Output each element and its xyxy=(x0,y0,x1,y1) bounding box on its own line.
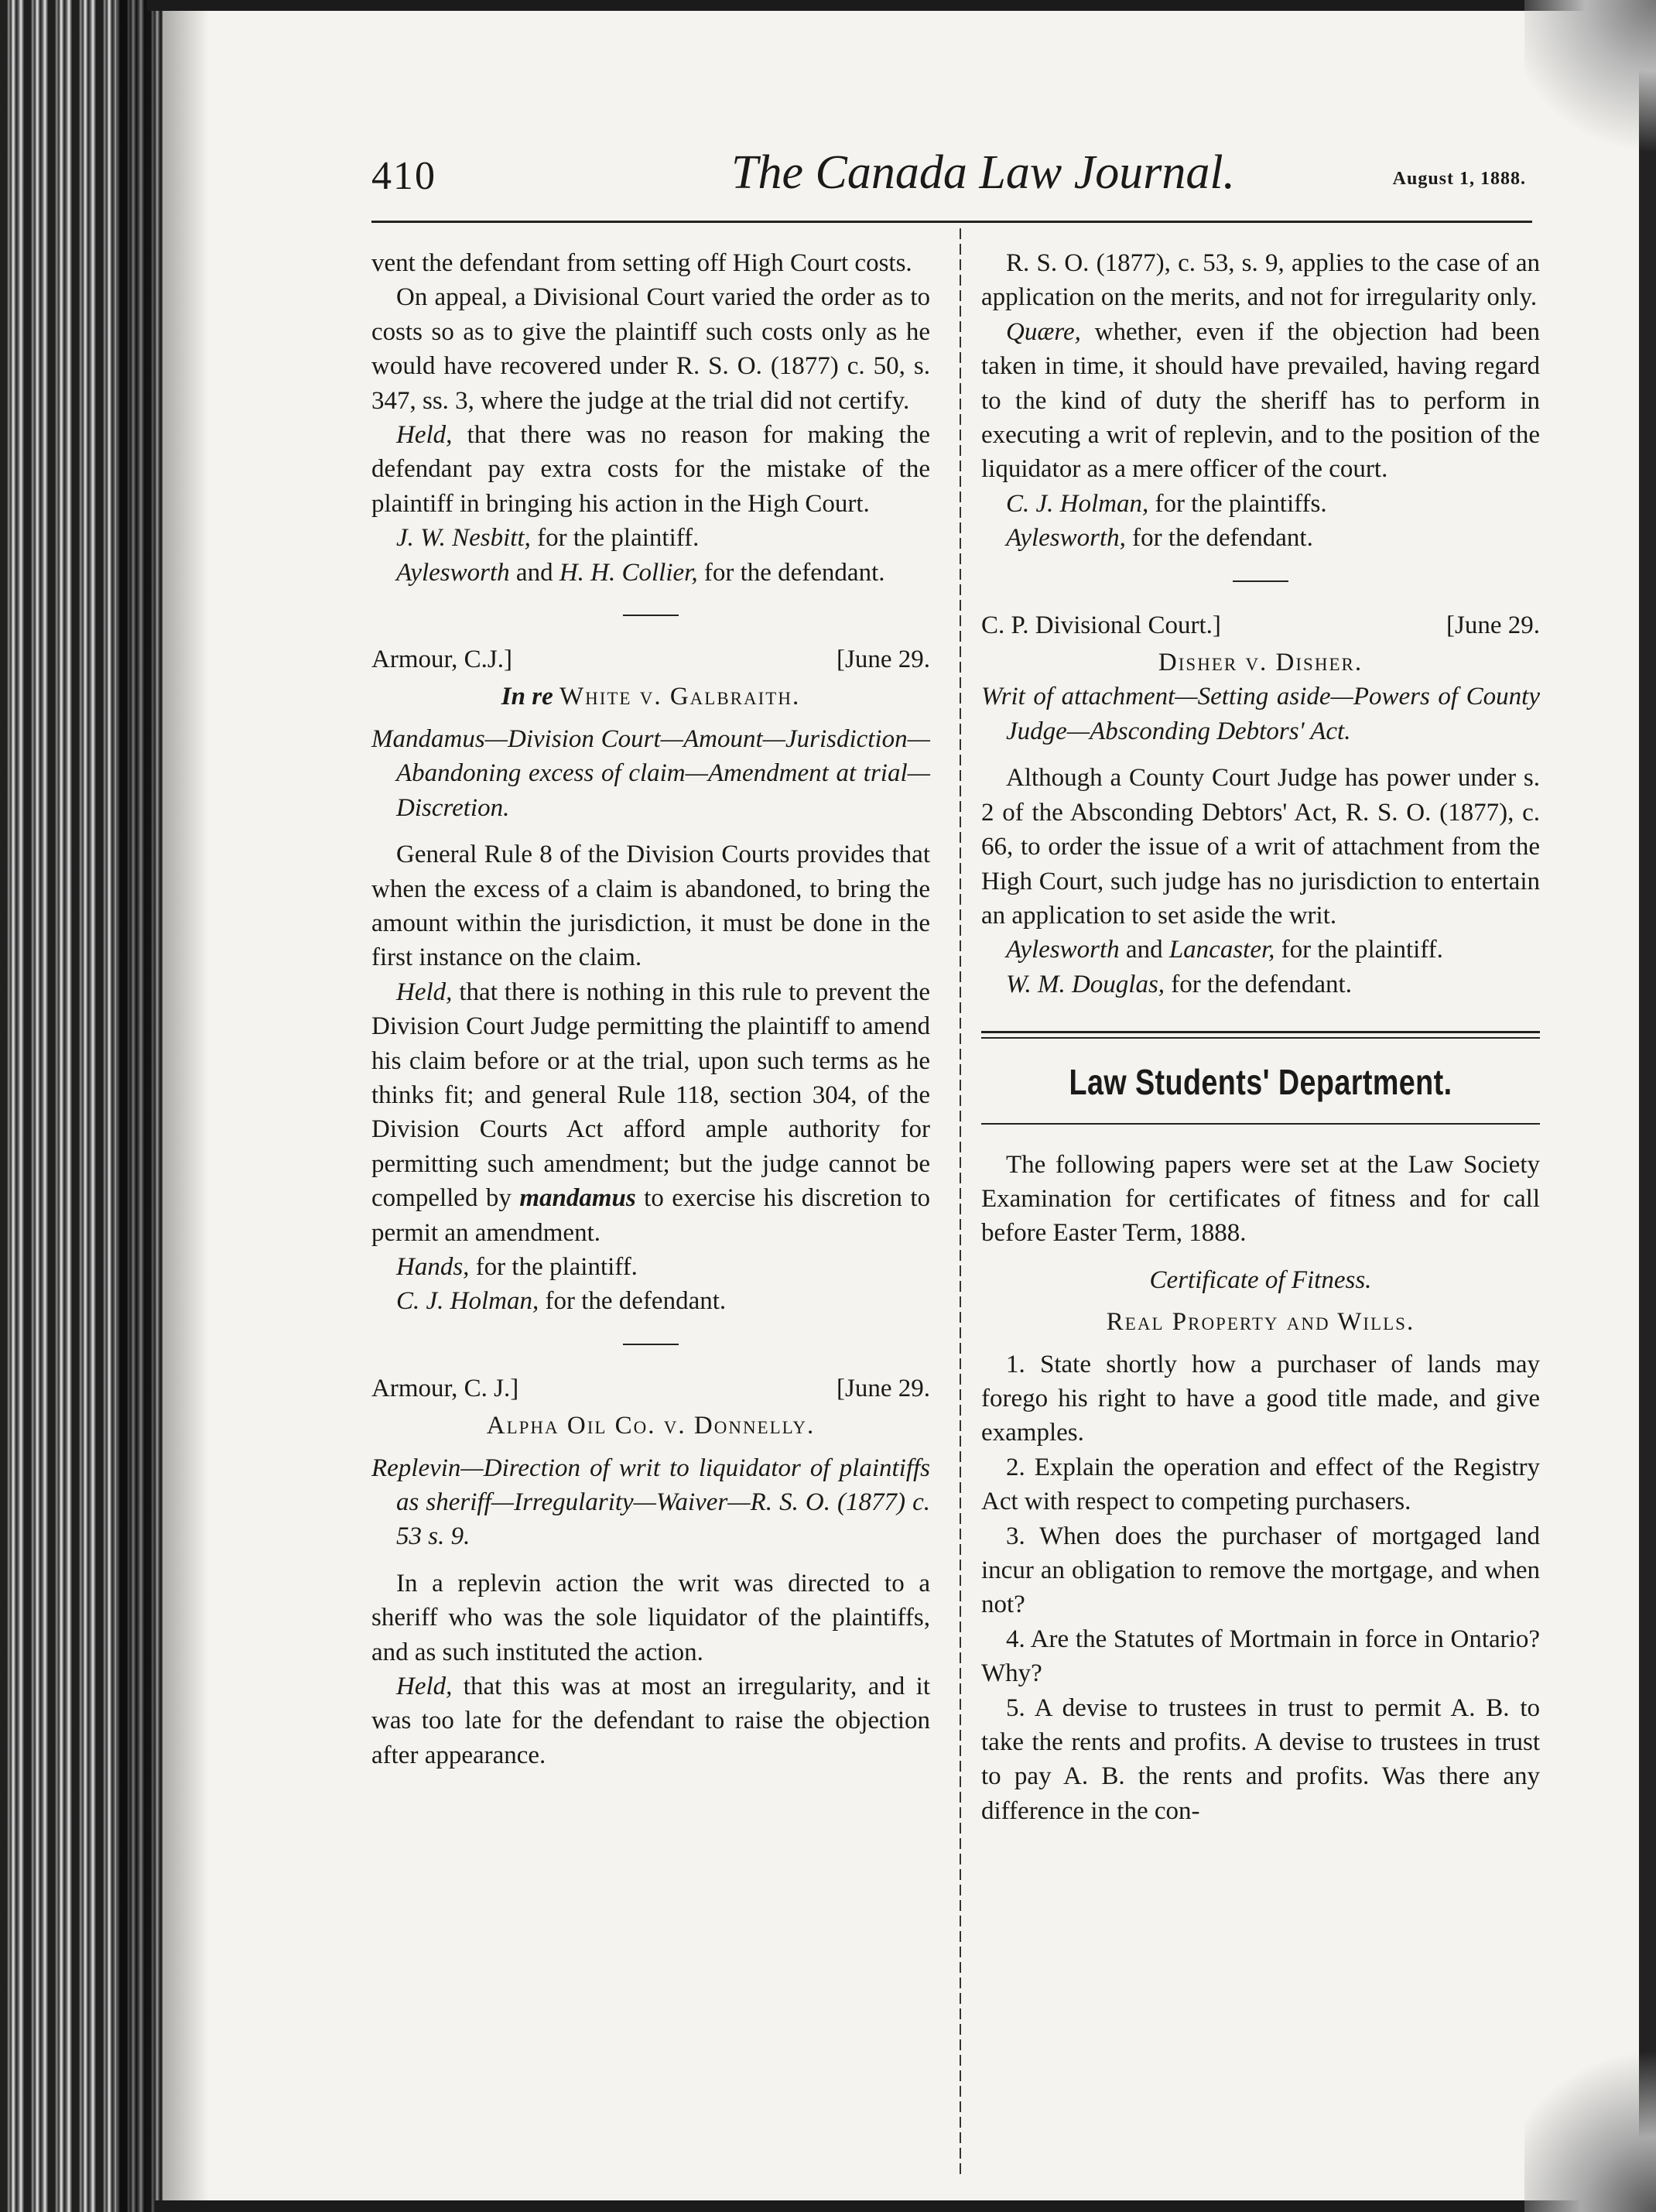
held-paragraph xyxy=(371,1669,930,1772)
held-label: Held, xyxy=(396,421,453,450)
scan-edge-top xyxy=(147,0,1656,11)
headnote: Writ of attachment—Setting aside—Powers of County Judge—Absconding Debtors' Act. xyxy=(981,683,1540,745)
counsel-name: W. M. Douglas, xyxy=(1006,970,1165,998)
case-title xyxy=(371,680,930,714)
exam-question: 2. Explain the operation and effect of the Registry Act with respect to competing purchasers. xyxy=(981,1453,1540,1516)
counsel-line xyxy=(981,487,1540,521)
counsel-role: for the defendant. xyxy=(539,1287,727,1316)
counsel-line xyxy=(981,521,1540,555)
held-paragraph xyxy=(371,975,930,1250)
exam-question: 3. When does the purchaser of mortgaged land incur an obligation to remove the mortgage, and when not? xyxy=(981,1522,1540,1619)
held-text: to exercise his discretion to permit an amendment. xyxy=(371,1184,930,1247)
section-intro: The following papers were set at the Law Society Examination for certificates of fitness and for call before Easter Term, 1888. xyxy=(981,1150,1540,1248)
running-header xyxy=(371,146,1532,207)
right-column xyxy=(981,246,1540,1828)
counsel-name: C. J. Holman, xyxy=(396,1287,539,1316)
conjunction: and xyxy=(1119,936,1169,964)
paragraph: On appeal, a Divisional Court varied the order as to costs so as to give the plaintiff such costs only as he would have recovered under R. S. O. (1877) c. 50, s. 347, ss. 3, where the judge at the trial did not certify. xyxy=(371,283,930,415)
counsel-role: for the plaintiffs. xyxy=(1148,489,1327,518)
binding-gradient xyxy=(116,0,209,2212)
subsection-heading: Certificate of Fitness. xyxy=(1149,1265,1372,1294)
headnote: Replevin—Direction of writ to liquidator of plaintiffs as sheriff—Irregularity—Waiver—R. S. O. (1877) c. 53 s. 9. xyxy=(371,1454,930,1551)
exam-question: 1. State shortly how a purchaser of lands may forego his right to have a good title made, and give examples. xyxy=(981,1350,1540,1447)
case-date: [June 29. xyxy=(837,645,930,674)
held-text: that there is nothing in this rule to prevent the Division Court Judge permitting the plaintiff to amend his claim before or at the trial, upon such terms as he thinks fit; and general Rule 118, section 304, of the Division Courts Act afford ample authority for permitting such amendment; but the judge cannot be compelled by xyxy=(371,978,930,1213)
counsel-role: for the defendant. xyxy=(1125,524,1313,553)
held-text: that there was no reason for making the defendant pay extra costs for the mistake of the plaintiff in bringing his action in the High Court. xyxy=(371,421,930,518)
paragraph: Although a County Court Judge has power under s. 2 of the Absconding Debtors' Act, R. S. O. (1877), c. 66, to order the issue of a writ of attachment from the High Court, such judge has no jurisdiction to entertain an application to set aside the writ. xyxy=(981,764,1540,930)
scan-corner-top-right xyxy=(1524,0,1656,155)
counsel-name: Aylesworth, xyxy=(1006,524,1126,553)
counsel-role: for the plaintiff. xyxy=(1275,936,1443,964)
held-label: Held, xyxy=(396,978,453,1006)
counsel-line xyxy=(981,967,1540,1002)
case-date: [June 29. xyxy=(837,1374,930,1402)
scan-corner-bottom-right xyxy=(1524,2042,1656,2212)
exam-question: 5. A devise to trustees in trust to permit A. B. to take the rents and profits. A devise to trustees in trust to pay A. B. the rents and profits. Was there any difference in the con- xyxy=(981,1693,1540,1825)
column-divider xyxy=(960,228,961,2179)
journal-title: The Canada Law Journal. xyxy=(731,146,1236,199)
counsel-line xyxy=(371,556,930,590)
case-court-line xyxy=(371,1371,930,1406)
held-paragraph xyxy=(371,418,930,521)
counsel-name: Aylesworth xyxy=(396,558,510,587)
counsel-name: Aylesworth xyxy=(1006,936,1120,964)
case-court-line xyxy=(371,642,930,676)
court-name: C. P. Divisional Court.] xyxy=(981,611,1221,639)
issue-date: August 1, 1888. xyxy=(1392,169,1526,189)
case-title-text: White v. Galbraith. xyxy=(559,683,801,711)
case-title-prefix: In re xyxy=(501,683,553,711)
counsel-name: Hands, xyxy=(396,1252,470,1281)
counsel-line xyxy=(371,1250,930,1284)
held-label: Held, xyxy=(396,1673,453,1701)
header-rule xyxy=(371,221,1532,223)
case-title: Disher v. Disher. xyxy=(1158,649,1363,677)
counsel-role: for the plaintiff. xyxy=(469,1252,638,1281)
counsel-name: C. J. Holman, xyxy=(1006,489,1149,518)
held-text: that this was at most an irregularity, and it was too late for the defendant to raise the objection after appearance. xyxy=(371,1673,930,1769)
quaere-text: whether, even if the objection had been taken in time, it should have prevailed, having regard to the kind of duty the sheriff has to perform in executing a writ of replevin, and to the position of the liquidator as a mere officer of the court. xyxy=(981,317,1540,484)
quaere-label: Quære, xyxy=(1006,317,1081,346)
quaere-paragraph xyxy=(981,315,1540,487)
case-separator xyxy=(623,615,679,616)
subject-heading: Real Property and Wills. xyxy=(1106,1308,1415,1337)
left-column xyxy=(371,246,930,1772)
scan-edge-bottom xyxy=(155,2200,1656,2212)
conjunction: and xyxy=(509,558,559,587)
counsel-line xyxy=(371,521,930,555)
case-separator xyxy=(623,1344,679,1345)
counsel-name: H. H. Collier, xyxy=(559,558,698,587)
case-court-line xyxy=(981,608,1540,642)
scan-edge-right xyxy=(1639,0,1656,2212)
section-rule xyxy=(981,1123,1540,1125)
section-rule xyxy=(981,1037,1540,1039)
case-separator xyxy=(1233,580,1288,582)
counsel-name: Lancaster, xyxy=(1168,936,1275,964)
counsel-role: for the plaintiff. xyxy=(530,524,700,553)
paragraph: R. S. O. (1877), c. 53, s. 9, applies to the case of an application on the merits, and not for irregularity only. xyxy=(981,249,1540,312)
exam-question: 4. Are the Statutes of Mortmain in force in Ontario? Why? xyxy=(981,1625,1540,1688)
judge: Armour, C.J.] xyxy=(371,645,512,674)
paragraph: General Rule 8 of the Division Courts provides that when the excess of a claim is abandoned, to bring the amount within the jurisdiction, it must be done in the first instance on the claim. xyxy=(371,841,930,972)
counsel-role: for the defendant. xyxy=(1165,970,1352,998)
section-rule xyxy=(981,1031,1540,1033)
counsel-line xyxy=(371,1284,930,1318)
paragraph: In a replevin action the writ was directed to a sheriff who was the sole liquidator of the plaintiffs, and as such instituted the action. xyxy=(371,1569,930,1666)
counsel-name: J. W. Nesbitt, xyxy=(396,524,531,553)
page-number: 410 xyxy=(371,154,436,198)
counsel-role: for the defendant. xyxy=(697,558,885,587)
mandamus-term: mandamus xyxy=(519,1184,636,1213)
counsel-line xyxy=(981,933,1540,967)
judge: Armour, C. J.] xyxy=(371,1374,519,1402)
continued-paragraph: vent the defendant from setting off High Court costs. xyxy=(371,249,912,277)
case-date: [June 29. xyxy=(1446,611,1540,639)
headnote: Mandamus—Division Court—Amount—Jurisdiction—Abandoning excess of claim—Amendment at trial—Discretion. xyxy=(371,724,930,822)
case-title: Alpha Oil Co. v. Donnelly. xyxy=(486,1412,816,1440)
section-heading: Law Students' Department. xyxy=(1069,1062,1452,1103)
